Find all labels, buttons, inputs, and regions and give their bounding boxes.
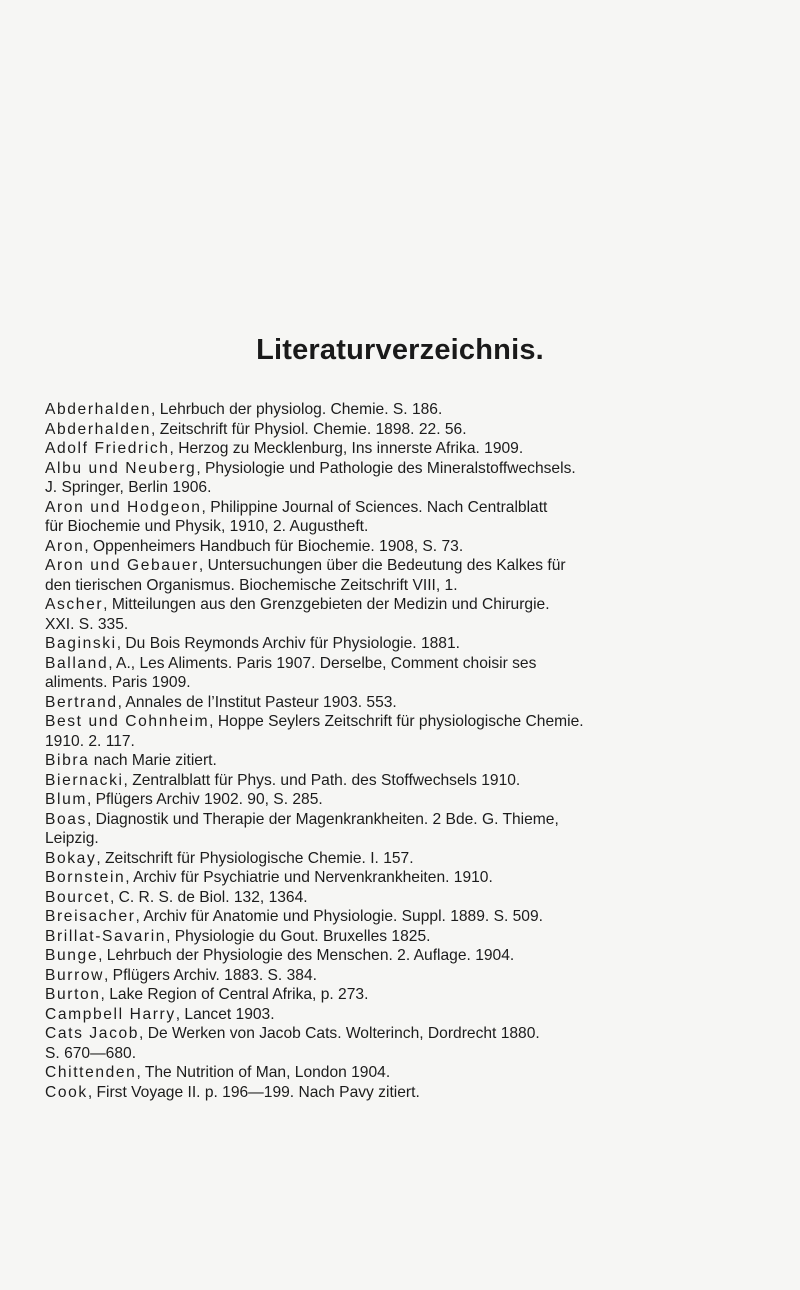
entry-author: Burrow — [45, 966, 104, 984]
entry-text-continuation: S. 670—680. — [45, 1044, 137, 1062]
entry-text: C. R. S. de Biol. 132, 1364. — [118, 888, 308, 906]
entry-text-continuation: 1910. 2. 117. — [45, 732, 135, 750]
entry-text: A., Les Aliments. Paris 1907. Derselbe, Comment choisir ses — [116, 654, 537, 672]
bibliography-entry — [45, 907, 775, 927]
entry-author: Bokay — [45, 849, 97, 867]
bibliography-entry — [45, 420, 775, 440]
entry-separator: , — [125, 869, 134, 886]
entry-text: Lancet 1903. — [184, 1005, 275, 1023]
entry-separator: , — [169, 440, 179, 457]
entry-separator: , — [98, 947, 107, 964]
bibliography-entry — [45, 771, 775, 791]
bibliography-entry — [45, 966, 775, 986]
entry-separator: , — [108, 654, 117, 672]
bibliography-list — [45, 400, 775, 1102]
entry-text: Zeitschrift für Physiol. Chemie. 1898. 22. 56. — [159, 420, 467, 438]
entry-text: Lehrbuch der physiolog. Chemie. S. 186. — [159, 401, 443, 418]
entry-text: Physiologie du Gout. Bruxelles 1825. — [174, 927, 431, 945]
entry-separator: , — [175, 1005, 185, 1023]
entry-text: Hoppe Seylers Zeitschrift für physiologische Chemie. — [217, 713, 584, 730]
entry-text: Archiv für Psychiatrie und Nervenkrankheiten. 1910. — [133, 869, 493, 886]
bibliography-entry — [45, 654, 775, 693]
entry-text: The Nutrition of Man, London 1904. — [144, 1064, 391, 1081]
entry-text: First Voyage II. p. 196—199. Nach Pavy zitiert. — [96, 1083, 420, 1101]
entry-author: Abderhalden — [45, 420, 152, 438]
entry-separator: , — [196, 459, 205, 477]
entry-author: Baginski — [45, 635, 117, 652]
entry-author: Blum — [45, 791, 87, 808]
bibliography-entry — [45, 712, 775, 751]
entry-separator: , — [103, 596, 112, 613]
entry-separator: , — [151, 420, 160, 438]
entry-separator: , — [198, 557, 208, 574]
entry-text: Mitteilungen aus den Grenzgebieten der Medizin und Chirurgie. — [111, 596, 550, 613]
entry-author: Bibra — [45, 752, 90, 769]
entry-separator: , — [151, 401, 160, 418]
entry-text: Herzog zu Mecklenburg, Ins innerste Afrika. 1909. — [178, 440, 524, 457]
entry-text: Du Bois Reymonds Archiv für Physiologie. 1881. — [125, 635, 460, 652]
entry-separator: , — [86, 791, 96, 808]
entry-author: Brillat-Savarin — [45, 927, 167, 945]
entry-text: Untersuchungen über die Bedeutung des Kalkes für — [207, 557, 566, 574]
bibliography-entry — [45, 1024, 775, 1063]
entry-text-continuation: Leipzig. — [45, 830, 99, 847]
bibliography-entry — [45, 1063, 775, 1083]
bibliography-entry — [45, 459, 775, 498]
entry-text: Diagnostik und Therapie der Magenkrankheiten. 2 Bde. G. Thieme, — [95, 810, 559, 828]
entry-text: Physiologie und Pathologie des Mineralstoffwechsels. — [204, 459, 576, 477]
entry-author: Albu und Neuberg — [45, 459, 197, 477]
entry-separator: , — [84, 537, 94, 555]
entry-author: Aron und Gebauer — [45, 557, 199, 574]
entry-text: Pflügers Archiv 1902. 90, S. 285. — [95, 791, 323, 808]
entry-text-continuation: für Biochemie und Physik, 1910, 2. Augustheft. — [45, 518, 369, 535]
entry-separator: , — [87, 1083, 97, 1101]
entry-text: Pflügers Archiv. 1883. S. 384. — [112, 966, 317, 984]
entry-author: Aron und Hodgeon — [45, 498, 202, 516]
entry-separator: , — [117, 693, 126, 711]
entry-text: De Werken von Jacob Cats. Wolterinch, Dordrecht 1880. — [147, 1025, 540, 1042]
entry-author: Aron — [45, 537, 85, 555]
entry-separator: , — [86, 810, 96, 828]
entry-text: Lehrbuch der Physiologie des Menschen. 2. Auflage. 1904. — [106, 947, 515, 964]
entry-author: Bunge — [45, 947, 99, 964]
entry-author: Bornstein — [45, 869, 126, 886]
entry-author: Burton — [45, 986, 101, 1003]
entry-author: Campbell Harry — [45, 1005, 176, 1023]
entry-text: Archiv für Anatomie und Physiologie. Suppl. 1889. S. 509. — [143, 908, 543, 925]
entry-author: Cook — [45, 1083, 88, 1101]
entry-text-continuation: den tierischen Organismus. Biochemische Zeitschrift VIII, 1. — [45, 576, 458, 594]
entry-author: Bourcet — [45, 888, 110, 906]
bibliography-entry — [45, 946, 775, 966]
entry-author: Biernacki — [45, 771, 124, 789]
entry-text: nach Marie zitiert. — [93, 752, 217, 769]
bibliography-entry — [45, 634, 775, 654]
bibliography-entry — [45, 1083, 775, 1103]
bibliography-entry — [45, 400, 775, 420]
entry-author: Best und Cohnheim — [45, 713, 210, 730]
entry-author: Ascher — [45, 596, 104, 613]
entry-separator: , — [100, 986, 110, 1003]
bibliography-entry — [45, 849, 775, 869]
entry-author: Balland — [45, 654, 109, 672]
bibliography-entry — [45, 439, 775, 459]
entry-text: Oppenheimers Handbuch für Biochemie. 1908, S. 73. — [93, 537, 464, 555]
entry-author: Adolf Friedrich — [45, 440, 170, 457]
entry-text-continuation: aliments. Paris 1909. — [45, 674, 191, 691]
entry-separator: , — [209, 713, 218, 730]
entry-text: Philippine Journal of Sciences. Nach Centralblatt — [210, 498, 548, 516]
bibliography-entry — [45, 595, 775, 634]
bibliography-entry — [45, 810, 775, 849]
entry-author: Boas — [45, 810, 87, 828]
bibliography-entry — [45, 498, 775, 537]
entry-text-continuation: J. Springer, Berlin 1906. — [45, 479, 212, 496]
entry-author: Breisacher — [45, 908, 136, 925]
entry-text: Lake Region of Central Afrika, p. 273. — [109, 986, 369, 1003]
entry-author: Abderhalden — [45, 401, 152, 418]
entry-text: Zentralblatt für Phys. und Path. des Stoffwechsels 1910. — [132, 771, 521, 789]
entry-text: Annales de l’Institut Pasteur 1903. 553. — [125, 693, 397, 711]
bibliography-entry — [45, 985, 775, 1005]
entry-author: Cats Jacob — [45, 1025, 140, 1042]
entry-separator: , — [135, 908, 144, 925]
bibliography-entry — [45, 556, 775, 595]
bibliography-entry — [45, 888, 775, 908]
bibliography-entry — [45, 927, 775, 947]
entry-separator: , — [139, 1025, 148, 1042]
entry-separator: , — [123, 771, 133, 789]
entry-separator: , — [136, 1064, 145, 1081]
bibliography-entry — [45, 751, 775, 771]
page-title: Literaturverzeichnis. — [256, 334, 544, 366]
bibliography-entry — [45, 790, 775, 810]
entry-text-continuation: XXI. S. 335. — [45, 615, 129, 633]
entry-separator: , — [201, 498, 211, 516]
entry-author: Bertrand — [45, 693, 118, 711]
entry-author: Chittenden — [45, 1064, 137, 1081]
entry-text: Zeitschrift für Physiologische Chemie. I. 157. — [105, 849, 414, 867]
entry-separator: , — [96, 849, 106, 867]
bibliography-entry — [45, 868, 775, 888]
bibliography-entry — [45, 693, 775, 713]
entry-separator: , — [109, 888, 119, 906]
entry-separator: , — [104, 966, 113, 984]
bibliography-entry — [45, 1005, 775, 1025]
bibliography-entry — [45, 537, 775, 557]
entry-separator: , — [116, 635, 126, 652]
entry-separator: , — [166, 927, 175, 945]
